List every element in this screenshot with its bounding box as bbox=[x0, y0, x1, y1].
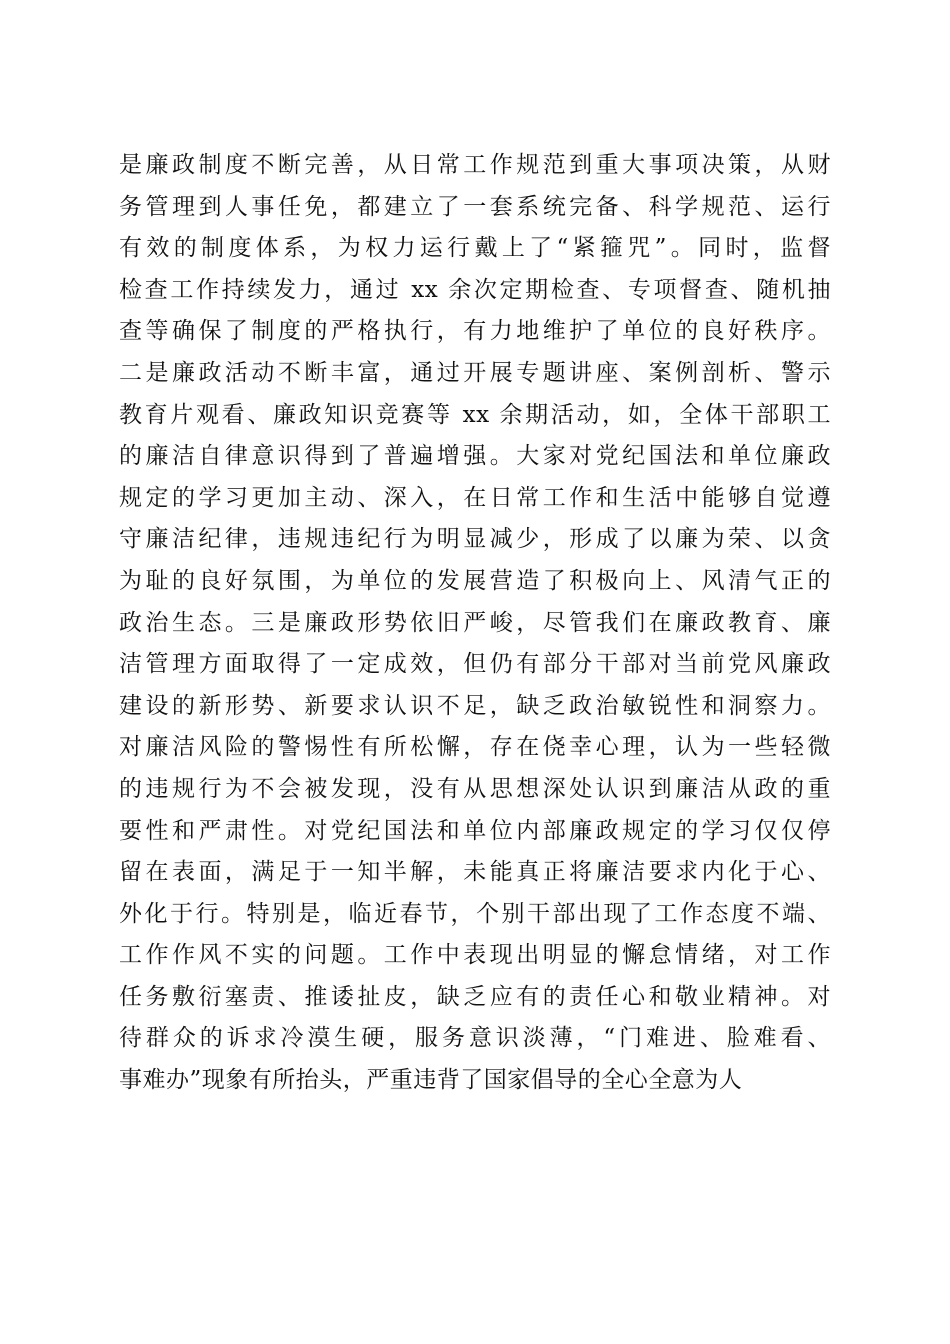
text-line: 外化于行。特别是，临近春节，个别干部出现了工作态度不端、 bbox=[119, 900, 831, 927]
text-line: 留在表面，满足于一知半解，未能真正将廉洁要求内化于心、 bbox=[119, 859, 831, 886]
text-line: 建设的新形势、新要求认识不足，缺乏政治敏锐性和洞察力。 bbox=[119, 692, 831, 719]
text-line: 要性和严肃性。对党纪国法和单位内部廉政规定的学习仅仅停 bbox=[119, 817, 831, 844]
text-line: 的违规行为不会被发现，没有从思想深处认识到廉洁从政的重 bbox=[119, 775, 831, 802]
text-line: 有效的制度体系，为权力运行戴上了“紧箍咒”。同时，监督 bbox=[119, 235, 831, 262]
text-line: 是廉政制度不断完善，从日常工作规范到重大事项决策，从财 bbox=[119, 152, 831, 178]
text-line: 守廉洁纪律，违规违纪行为明显减少，形成了以廉为荣、以贪 bbox=[119, 526, 831, 553]
text-line: 规定的学习更加主动、深入，在日常工作和生活中能够自觉遵 bbox=[119, 484, 831, 511]
text-line: 检查工作持续发力，通过 xx 余次定期检查、专项督查、随机抽 bbox=[119, 276, 831, 303]
text-line: 为耻的良好氛围，为单位的发展营造了积极向上、风清气正的 bbox=[119, 567, 831, 594]
body-text bbox=[119, 145, 831, 1102]
text-line: 工作作风不实的问题。工作中表现出明显的懈怠情绪，对工作 bbox=[119, 942, 831, 969]
text-line: 教育片观看、廉政知识竞赛等 xx 余期活动，如，全体干部职工 bbox=[119, 401, 831, 428]
text-line: 洁管理方面取得了一定成效，但仍有部分干部对当前党风廉政 bbox=[119, 651, 831, 678]
text-line: 对廉洁风险的警惕性有所松懈，存在侥幸心理，认为一些轻微 bbox=[119, 734, 831, 761]
text-line: 政治生态。三是廉政形势依旧严峻，尽管我们在廉政教育、廉 bbox=[119, 609, 831, 636]
text-line: 查等确保了制度的严格执行，有力地维护了单位的良好秩序。 bbox=[119, 318, 831, 345]
text-line: 事难办”现象有所抬头，严重违背了国家倡导的全心全意为人 bbox=[119, 1067, 743, 1094]
text-line: 的廉洁自律意识得到了普遍增强。大家对党纪国法和单位廉政 bbox=[119, 443, 831, 470]
text-line: 任务敷衍塞责、推诿扯皮，缺乏应有的责任心和敬业精神。对 bbox=[119, 983, 831, 1010]
text-line: 务管理到人事任免，都建立了一套系统完备、科学规范、运行 bbox=[119, 193, 831, 220]
text-line: 二是廉政活动不断丰富，通过开展专题讲座、案例剖析、警示 bbox=[119, 359, 831, 386]
text-line: 待群众的诉求冷漠生硬，服务意识淡薄，“门难进、脸难看、 bbox=[119, 1025, 831, 1052]
